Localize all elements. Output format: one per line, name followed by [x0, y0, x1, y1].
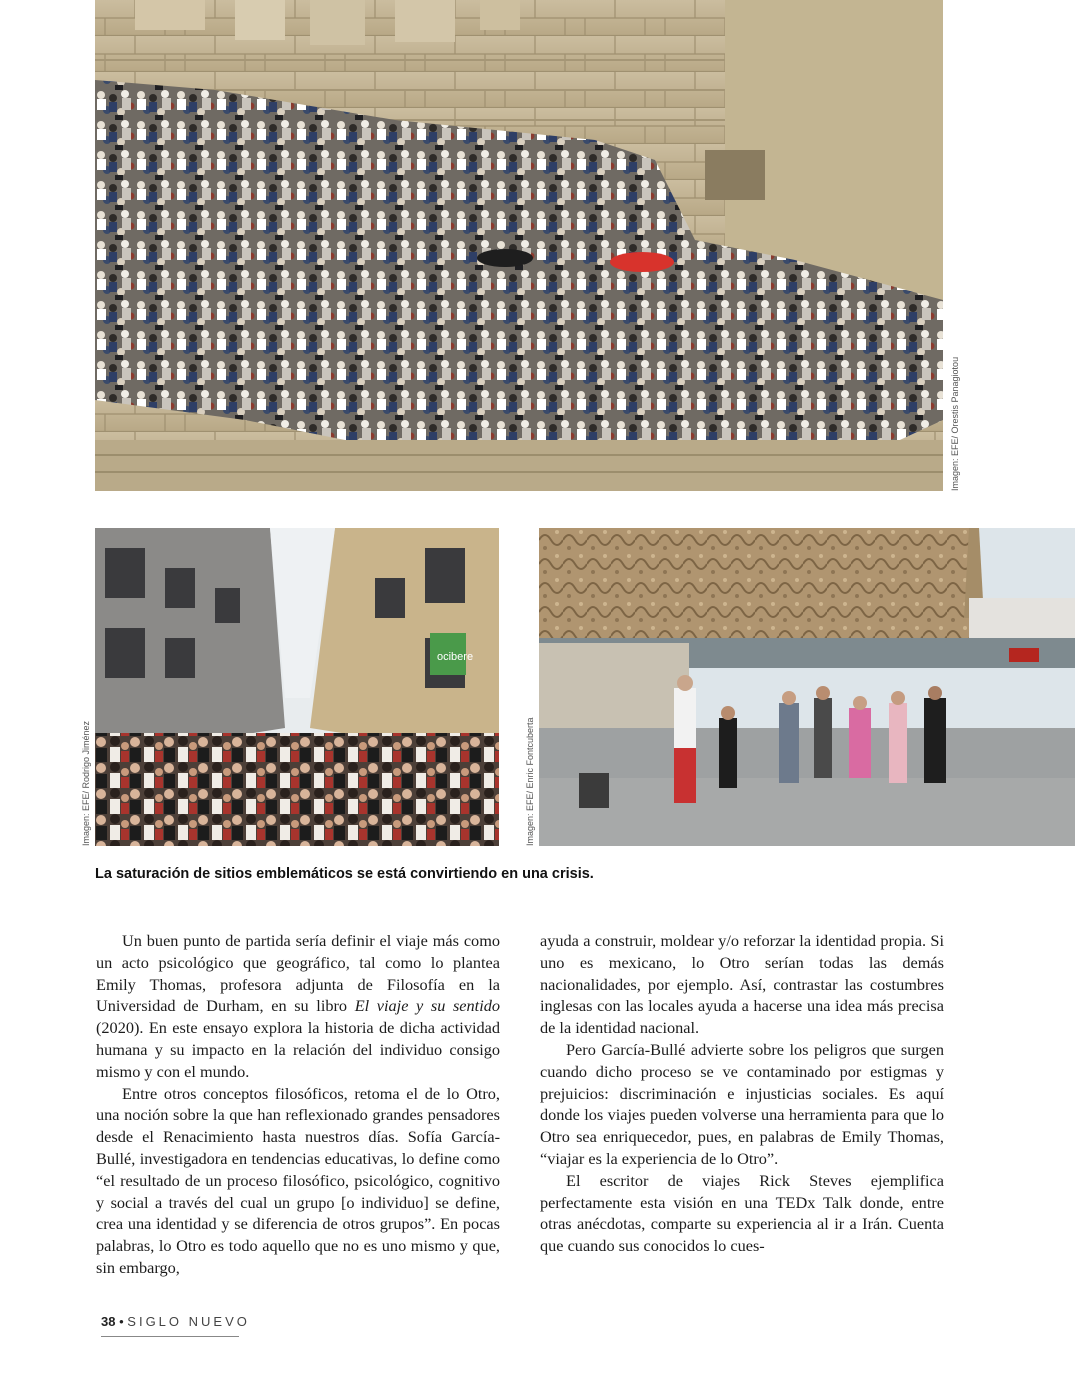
article-column-2	[540, 930, 944, 1257]
street-image	[95, 528, 499, 846]
page-number: 38	[101, 1314, 116, 1329]
photo-credit-acropolis: Imagen: EFE/ Orestis Panagiotou	[950, 356, 960, 491]
photo-credit-street: Imagen: EFE/ Rodrigo Jiménez	[81, 720, 91, 846]
paragraph: ayuda a construir, moldear y/o reforzar la identidad propia. Si uno es mexicano, lo Otro serían todas las demás nacionalidades, por ejemplo. Así, contrastar las costumbres inglesas con las locales ayuda a hacerse una idea más precisa de la identidad nacional.	[540, 931, 944, 1038]
sagrada-image	[539, 528, 1075, 846]
acropolis-image	[95, 0, 943, 491]
photo-street	[95, 528, 499, 846]
folio-separator: •	[119, 1314, 124, 1329]
shop-sign: ocibere	[437, 651, 474, 663]
folio-rule	[101, 1336, 239, 1337]
photo-caption: La saturación de sitios emblemáticos se está convirtiendo en una crisis.	[95, 866, 594, 882]
photo-credit-sagrada: Imagen: EFE/ Enric Fontcuberta	[525, 717, 535, 846]
paragraph: El escritor de viajes Rick Steves ejemplifica perfectamente esta visión en una TEDx Talk donde, entre otras anécdotas, comparte su experiencia al ir a Irán. Cuenta que cuando sus conocidos lo cues-	[540, 1170, 944, 1256]
paragraph: Entre otros conceptos filosóficos, retoma el de lo Otro, una noción sobre la que han reflexionado grandes pensadores desde el Renacimiento hasta nuestros días. Sofía García-Bullé, investigadora en tendencias educativas, lo define como “el resultado de un proceso filosófico, psicológico, cognitivo y social a través del cual un grupo [o individuo] se define, crea una identidad y se diferencia de otros grupos”. En pocas palabras, lo Otro es todo aquello que no es uno mismo y que, sin embargo,	[96, 1083, 500, 1277]
book-title: El viaje y su sentido	[354, 996, 501, 1016]
page-folio	[101, 1314, 250, 1329]
article-column-1	[96, 930, 500, 1279]
photo-acropolis	[95, 0, 943, 491]
magazine-name: SIGLO NUEVO	[127, 1314, 250, 1329]
photo-sagrada-familia	[539, 528, 1075, 846]
paragraph: Un buen punto de partida sería definir el viaje más como un acto psicológico que geográfico, tal como lo plantea Emily Thomas, profesora adjunta de Filosofía en la Universidad de Durham, en su libro El viaje y su sentido (2020). En este ensayo explora la historia de dicha actividad humana y su impacto en la relación del individuo consigo mismo y con el mundo.	[96, 931, 501, 1081]
paragraph: Pero García-Bullé advierte sobre los peligros que surgen cuando dicho proceso se ve contaminado por estigmas y prejuicios: discriminación e injusticias sociales. Es aquí donde los viajes pueden volverse una herramienta para que lo Otro sea enriquecedor, pues, en palabras de Emily Thomas, “viajar es la experiencia de lo Otro”.	[540, 1039, 944, 1168]
